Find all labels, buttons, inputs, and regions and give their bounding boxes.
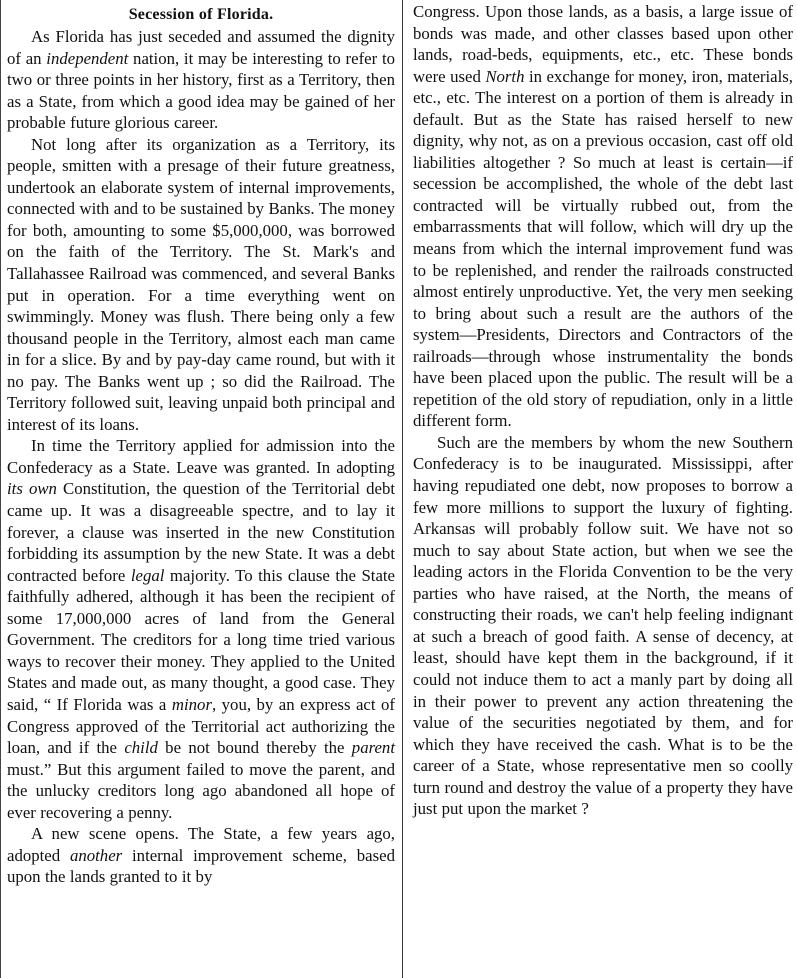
text-run: majority. To this clause the State faithfully adhered, although it has been the recipient of some 17,000,000 acres of land from the General Government. The creditors for a long time tried various ways to recover their money. They applied to the United States and made out, as many thought, a good case. They said, “ If Florida was a xyxy=(7,565,396,714)
text-run: Such are the members by whom the new Southern Confederacy is to be inaugurated. Mississippi, after having repudiated one debt, now proposes to borrow a few more millions to support the luxury of fighting. Arkansas will probably follow suit. We have not so much to say about State action, but when we see the leading actors in the Florida Convention to be the very parties who have raised, at the North, the means of constructing their roads, we can't help feeling indignant at such a breach of good faith. A sense of decency, at least, should have kept them in the background, if it could not induce them to act a manly part by doing all in their power to prevent any action threatening the value of the securities negotiated by them, and for which they have received the cash. What is to be the career of a State, whose representative men so coolly turn round and destroy the value of a property they have just put upon the market ? xyxy=(413,432,793,819)
text-run: In time the Territory applied for admission into the Confederacy as a State. Leave was granted. In adopting xyxy=(7,436,395,477)
text-run: internal improvement scheme, based upon the lands granted to it by xyxy=(7,845,395,887)
text-run: A new scene opens. The State, a few years ago, adopted xyxy=(7,824,395,865)
text-run: nation, it may be interesting to refer to two or three points in her history, first as a Territory, then as a State, from which a good idea may be gained of her probable future glorious career. xyxy=(7,48,396,133)
paragraph xyxy=(413,432,793,820)
column-divider-rule xyxy=(402,0,403,978)
paragraph xyxy=(7,435,395,823)
text-run: in exchange for money, iron, materials, etc., etc. The interest on a portion of them is already in default. But as the State has raised herself to new dignity, why not, as on a previous occasion, cast off old liabilities altogether ? So much at least is certain—if secession be accomplished, the whole of the debt last contracted will be virtually rubbed out, from the embarrassments that will follow, which will dry up the means from which the internal improvement fund was to be replenished, and render the railroads constructed almost entirely unproductive. Yet, the very men seeking to bring about such a result are the authors of the system—Presidents, Directors and Contractors of the railroads—through whose instrumentality the bonds have been placed upon the public. The result will be a repetition of the old story of repudiation, only in a little different form. xyxy=(413,66,793,431)
italic-text-run: independent xyxy=(46,48,129,68)
paragraph xyxy=(7,26,395,134)
paragraph xyxy=(7,134,395,436)
italic-text-run: North xyxy=(485,66,525,86)
paragraph-continued xyxy=(413,1,793,432)
text-run: Congress. Upon those lands, as a basis, a large issue of bonds was made, and other classes based upon other lands, road-beds, equipments, etc., etc. These bonds were used xyxy=(413,2,793,86)
italic-text-run: legal xyxy=(130,565,165,585)
text-run: Constitution, the question of the Territorial debt came up. It was a disagreeable spectre, and to lay it forever, a clause was inserted in the new Constitution forbidding its assumption by the new State. It was a debt contracted before xyxy=(7,479,395,585)
paragraph xyxy=(7,823,395,888)
italic-text-run: child xyxy=(124,738,158,758)
left-border-rule xyxy=(0,0,1,978)
italic-text-run: minor xyxy=(171,694,212,714)
article-title: Secession of Florida. xyxy=(128,6,274,23)
text-run: must.” But this argument failed to move the parent, and the unlucky creditors long ago abandoned all hope of ever recovering a penny. xyxy=(7,759,395,822)
italic-text-run: another xyxy=(69,845,123,865)
text-run: Not long after its organization as a Territory, its people, smitten with a presage of their future greatness, undertook an elaborate system of internal improvements, connected with and to be sustained by Banks. The money for both, amounting to some $5,000,000, was borrowed on the faith of the Territory. The St. Mark's and Tallahassee Railroad was commenced, and several Banks put in operation. For a time everything went on swimmingly. Money was flush. There being only a few thousand people in the Territory, almost each man came in for a slice. By and by pay-day came round, but with it no pay. The Banks went up ; so did the Railroad. The Territory followed suit, leaving unpaid both principal and interest of its loans. xyxy=(7,134,395,434)
right-column xyxy=(413,1,793,820)
text-run: As Florida has just seceded and assumed the dignity of an xyxy=(7,27,395,68)
text-run: , you, by an express act of Congress approved of the Territorial act authorizing the loan, and if the xyxy=(7,694,396,758)
text-run: be not bound thereby the xyxy=(157,738,352,758)
italic-text-run: its own xyxy=(7,479,57,499)
italic-text-run: parent xyxy=(351,738,395,758)
left-column xyxy=(7,4,395,888)
